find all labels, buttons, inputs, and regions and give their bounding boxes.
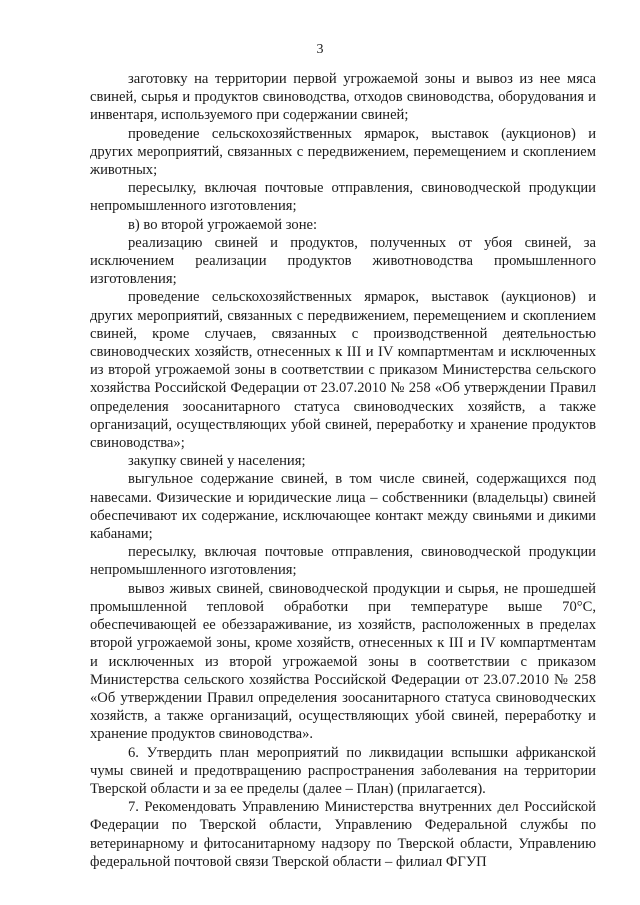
paragraph-6: проведение сельскохозяйственных ярмарок, выставок (аукционов) и других мероприятий, связанных с передвижением, перемещением и скоплением свиней, кроме случаев, связанных с производственной деятельностью свиноводческих хозяйств, отнесенных к III и IV компартментам и исключенных из второй угрожаемой зоны в соответствии с приказом Министерства сельского хозяйства Российской Федерации от 23.07.2010 № 258 «Об утверждении Правил определения зоосанитарного статуса свиноводческих хозяйств, а также организаций, осуществляющих убой свиней, переработку и хранение продуктов свиноводства»;	[90, 289, 596, 452]
paragraph-11: 6. Утвердить план мероприятий по ликвидации вспышки африканской чумы свиней и предотвращению распространения заболевания на территории Тверской области и за ее пределы (далее – План) (прилагается).	[90, 744, 596, 797]
paragraph-8: выгульное содержание свиней, в том числе свиней, содержащихся под навесами. Физические и юридические лица – собственники (владельцы) свиней обеспечивают их содержание, исключающее контакт между свиньями и дикими кабанами;	[90, 471, 596, 543]
paragraph-1: заготовку на территории первой угрожаемой зоны и вывоз из нее мяса свиней, сырья и продуктов свиноводства, отходов свиноводства, оборудования и инвентаря, используемого при содержании свиней;	[90, 71, 596, 124]
paragraph-7: закупку свиней у населения;	[128, 453, 306, 470]
paragraph-9: пересылку, включая почтовые отправления, свиноводческой продукции непромышленного изготовления;	[90, 544, 596, 579]
page-number: 3	[316, 42, 324, 57]
paragraph-3: пересылку, включая почтовые отправления, свиноводческой продукции непромышленного изготовления;	[90, 180, 596, 215]
paragraph-12: 7. Рекомендовать Управлению Министерства внутренних дел Российской Федерации по Тверской области, Управлению Федеральной службы по ветеринарному и фитосанитарному надзору по Тверской области, Управлению федеральной почтовой связи Тверской области – филиал ФГУП	[90, 799, 596, 870]
document-body	[90, 70, 596, 871]
paragraph-10: вывоз живых свиней, свиноводческой продукции и сырья, не прошедшей промышленной тепловой обработки при температуре выше 70°С, обеспечивающей ее обеззараживание, из хозяйств, расположенных в пределах второй угрожаемой зоны, кроме хозяйств, отнесенных к III и IV компартментам и исключенных из второй угрожаемой зоны в соответствии с приказом Министерства сельского хозяйства Российской Федерации от 23.07.2010 № 258 «Об утверждении Правил определения зоосанитарного статуса свиноводческих хозяйств, а также организаций, осуществляющих убой свиней, переработку и хранение продуктов свиноводства».	[90, 580, 596, 743]
paragraph-2: проведение сельскохозяйственных ярмарок, выставок (аукционов) и других мероприятий, связанных с передвижением, перемещением и скоплением животных;	[90, 125, 596, 179]
paragraph-4: в) во второй угрожаемой зоне:	[128, 216, 318, 233]
paragraph-5: реализацию свиней и продуктов, полученных от убоя свиней, за исключением реализации продуктов животноводства промышленного изготовления;	[90, 234, 596, 288]
